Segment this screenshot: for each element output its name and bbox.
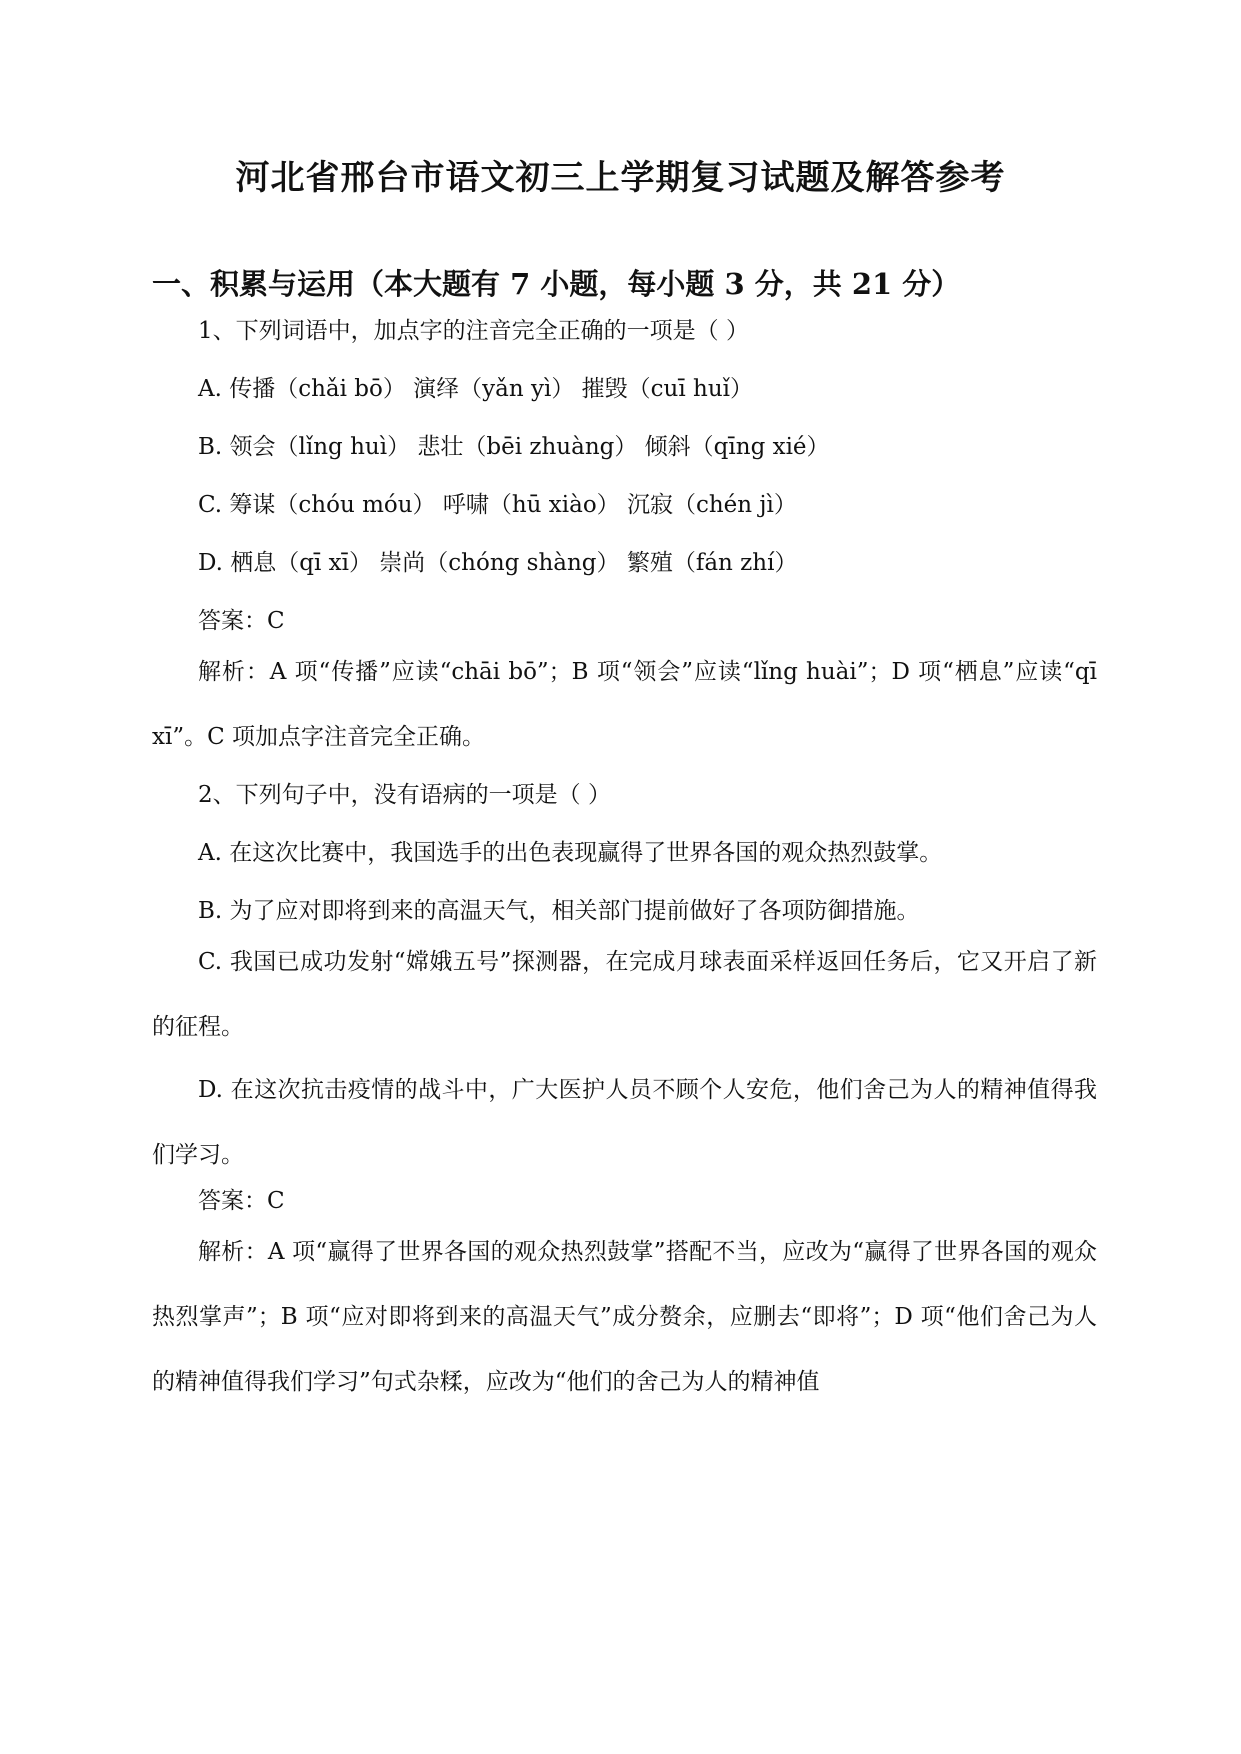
question-1-analysis: 解析：A 项“传播”应读“chāi bō”；B 项“领会”应读“lǐng huài”；D 项“栖息”应读“qī xī”。C 项加点字注音完全正确。 [152, 659, 1097, 750]
question-2-option-c: C. 我国已成功发射“嫦娥五号”探测器，在完成月球表面采样返回任务后，它又开启了新的征程。 [152, 949, 1097, 1040]
question-2-analysis: 解析：A 项“赢得了世界各国的观众热烈鼓掌”搭配不当，应改为“赢得了世界各国的观众热烈掌声”；B 项“应对即将到来的高温天气”成分赘余，应删去“即将”；D 项“他们舍己为人的精神值得我们学习”句式杂糅，应改为“他们的舍己为人的精神值 [152, 1239, 1097, 1395]
question-2-answer: 答案：C [198, 1188, 285, 1214]
question-1-option-b: B. 领会（lǐng huì） 悲壮（bēi zhuàng） 倾斜（qīng xié） [198, 434, 830, 460]
question-2-option-a: A. 在这次比赛中，我国选手的出色表现赢得了世界各国的观众热烈鼓掌。 [198, 840, 943, 866]
question-1-option-c: C. 筹谋（chóu móu） 呼啸（hū xiào） 沉寂（chén jì） [198, 492, 797, 518]
question-1-answer: 答案：C [198, 608, 285, 634]
question-1-stem: 1、下列词语中，加点字的注音完全正确的一项是（ ） [198, 318, 749, 344]
section-heading: 一、积累与运用（本大题有 7 小题，每小题 3 分，共 21 分） [152, 267, 961, 301]
question-2-option-d: D. 在这次抗击疫情的战斗中，广大医护人员不顾个人安危，他们舍己为人的精神值得我们学习。 [152, 1077, 1097, 1168]
question-1-option-a: A. 传播（chǎi bō） 演绎（yǎn yì） 摧毁（cuī huǐ） [198, 376, 754, 402]
document-title: 河北省邢台市语文初三上学期复习试题及解答参考 [235, 158, 1006, 198]
question-2-option-b: B. 为了应对即将到来的高温天气，相关部门提前做好了各项防御措施。 [198, 898, 920, 924]
question-1-option-d: D. 栖息（qī xī） 崇尚（chóng shàng） 繁殖（fán zhí） [198, 550, 798, 576]
question-2-stem: 2、下列句子中，没有语病的一项是（ ） [198, 782, 611, 808]
